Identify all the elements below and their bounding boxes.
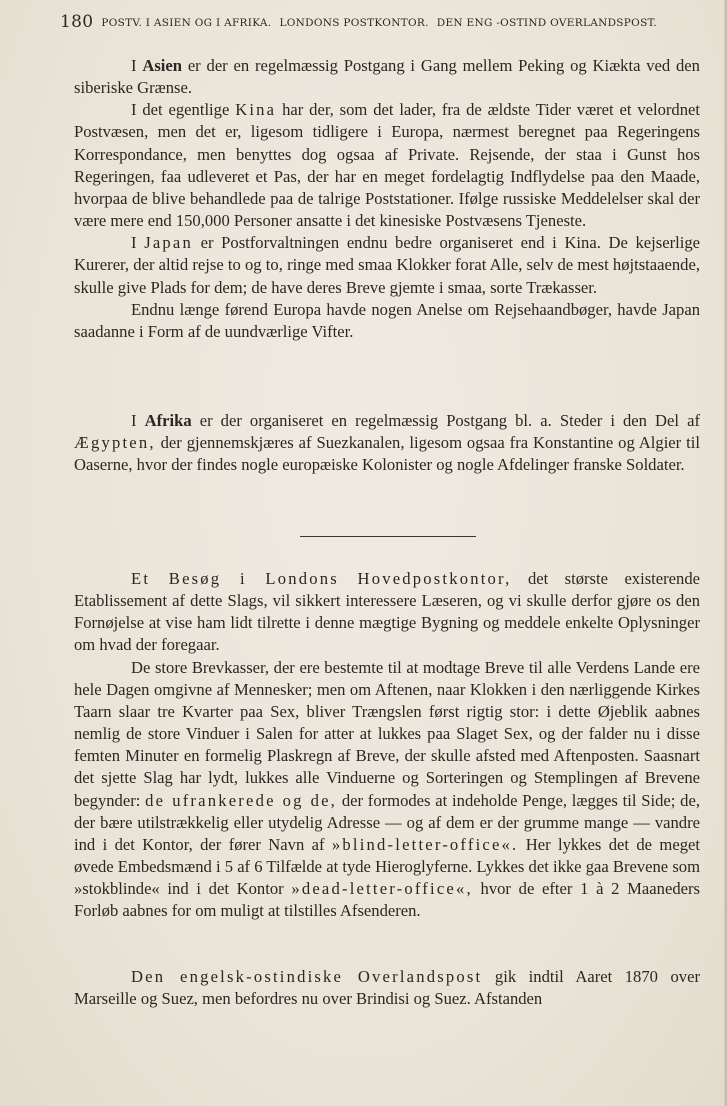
page-number: 180 [60, 12, 94, 32]
keyword-asien: Asien [142, 56, 182, 75]
section-divider [300, 536, 476, 537]
section-africa [74, 410, 700, 476]
paragraph-japan: I Japan er Postforvaltningen endnu bedre organiseret end i Kina. De kejserlige Kurerer, der altid rejse to og to, ringe med smaa Klokker forat Alle, selv de mest højtstaaende, skulle give Plads for dem; de have deres Breve gjemte i smaa, sorte Trækasser. [74, 233, 700, 297]
paragraph-afrika: I Afrika er der organiseret en regelmæssig Postgang bl. a. Steder i den Del af Ægypten, der gjennemskjæres af Suezkanalen, ligesom ogsaa fra Konstantine og Algier til Oaserne, hvor der findes nogle europæiske Kolonister og nogle Afdelinger franske Soldater. [74, 411, 700, 475]
header-left: POSTV. I ASIEN OG I AFRIKA. [101, 17, 272, 29]
keyword-japan: Japan [144, 233, 193, 253]
heading-besog: Et Besøg i Londons Hovedpostkontor, [131, 569, 512, 588]
heading-overlandspost: Den engelsk-ostindiske Overlandspost [131, 967, 483, 986]
paragraph-kina: I det egentlige Kina har der, som det lader, fra de ældste Tider været et velordnet Postvæsen, men det er, ligesom tidligere i Europa, nærmest beregnet paa Regeringens Korrespondance, men benyttes dog ogsaa af Private. Rejsende, der staa i Gunst hos Regeringen, faa udleveret et Pas, der har en meget fordelagtig Indflydelse paa den Maade, hvorpaa de blive behandlede paa de talrige Poststationer. Ifølge russiske Meddelelser skal der være mere end 150,000 Personer ansatte i det kinesiske Postvæsens Tjeneste. [74, 100, 700, 231]
section-london [74, 568, 700, 923]
paragraph-overlandspost: Den engelsk-ostindiske Overlandspost gik indtil Aaret 1870 over Marseille og Suez, men befordres nu over Brindisi og Suez. Afstanden [74, 967, 700, 1009]
paragraph-asien: I Asien er der en regelmæssig Postgang i Gang mellem Peking og Kiækta ved den siberiske Grænse. [74, 56, 700, 98]
paragraph-brevkasser: De store Brevkasser, der ere bestemte til at modtage Breve til alle Verdens Lande ere hele Dagen omgivne af Mennesker; men om Aftenen, naar Klokken i den nærliggende Kirkes Taarn slaar tre Kvarter paa Sex, bliver Trængslen først rigtig stor: i dette Øjeblik aabnes nemlig de store Vinduer i Salen for atter at lukkes paa Slaget Sex, og der falder nu i disse femten Minuter en formelig Plaskregn af Breve, der skulle afsted med Aftenposten. Saasnart det sjette Slag har lydt, lukkes alle Vinduerne og Sorteringen og Stemplingen af Brevene begynder: de ufrankerede og de, der formodes at indeholde Penge, lægges til Side; de, der bære utilstrækkelig eller utydelig Adresse — og af dem er der grumme mange — vandre ind i det Kontor, der fører Navn af »blind-letter-office«. Her lykkes det de meget øvede Embedsmænd i 5 af 6 Tilfælde at tyde Hieroglyferne. Lykkes det ikke gaa Brevene som »stokblinde« ind i det Kontor »dead-letter-office«, hvor de efter 1 à 2 Maaneders Forløb aabnes for om muligt at tilstilles Afsenderen. [74, 657, 700, 921]
section-asia [74, 55, 700, 343]
term-dead-letter-office: »dead-letter-office«, [291, 879, 473, 899]
keyword-aegypten: Ægypten, [74, 433, 156, 453]
running-header [60, 12, 680, 32]
header-center: LONDONS POSTKONTOR. [279, 17, 429, 29]
term-blind-letter-office: »blind-letter-office«. [331, 834, 519, 854]
section-overland [74, 966, 700, 1010]
paragraph-vifter: Endnu længe førend Europa havde nogen Anelse om Rejsehaandbøger, havde Japan saadanne i Form af de uundværlige Vifter. [74, 299, 700, 341]
keyword-kina: Kina [235, 100, 277, 120]
paragraph-besog: Et Besøg i Londons Hovedpostkontor, det største existerende Etablissement af dette Slags, vil sikkert interessere Læseren, og vi skulle derfor gjøre os den Fornøjelse at vise ham lidt tilrette i denne mægtige Bygning og meddele enkelte Oplysninger om hvad der foregaar. [74, 569, 701, 655]
keyword-afrika: Afrika [144, 411, 192, 430]
header-right: DEN ENG -OSTIND OVERLANDSPOST. [436, 17, 657, 29]
